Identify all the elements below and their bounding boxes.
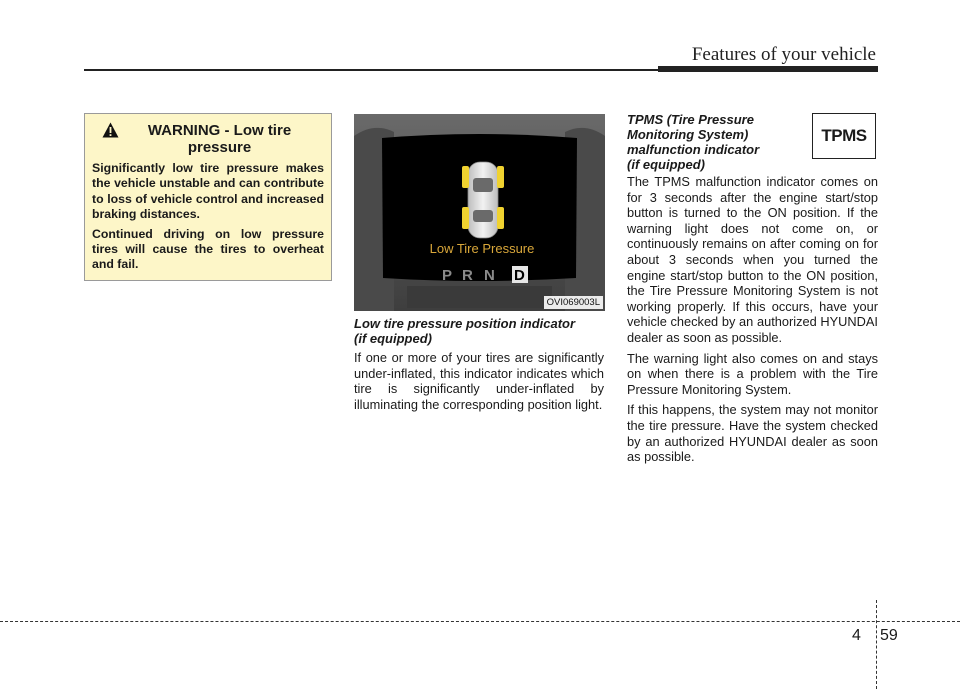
cluster-display-illustration <box>354 114 605 311</box>
low-tire-section <box>354 316 604 412</box>
display-message: Low Tire Pressure <box>429 241 535 256</box>
header-rule-tab <box>658 66 878 72</box>
warning-heading <box>92 122 324 156</box>
tpms-indicator-badge: TPMS <box>812 113 876 159</box>
page-header-title: Features of your vehicle <box>691 44 876 65</box>
low-tire-heading-line1: Low tire pressure position indicator <box>354 316 576 331</box>
low-tire-heading <box>354 316 604 346</box>
page-number: 59 <box>880 627 898 644</box>
gear-d: D <box>514 267 525 284</box>
tpms-paragraph-2: The warning light also comes on and stays on when there is a problem with the Tire Pressure Monitoring System. <box>627 350 878 397</box>
car-topview-icon <box>462 162 504 238</box>
tpms-paragraph-3: If this happens, the system may not monitor the tire pressure. Have the system checked by an authorized HYUNDAI dealer as soon as possible. <box>627 402 878 465</box>
tire-front-right-light <box>497 166 504 188</box>
cluster-display-figure <box>354 114 605 311</box>
warning-paragraph-2: Continued driving on low pressure tires will cause the tires to overheat and fail. <box>92 226 324 272</box>
tpms-heading-line3: malfunction indicator <box>627 142 760 157</box>
tire-rear-left-light <box>462 207 469 229</box>
gear-p: P <box>442 267 453 284</box>
warning-triangle-icon <box>102 122 119 138</box>
tpms-heading-line4: (if equipped) <box>627 157 705 172</box>
low-tire-heading-line2: (if equipped) <box>354 331 432 346</box>
figure-code: OVI069003L <box>544 296 603 309</box>
gear-n: N <box>484 267 495 284</box>
footer-rule <box>0 621 960 622</box>
tire-rear-right-light <box>497 207 504 229</box>
low-tire-body: If one or more of your tires are significantly under-inflated, this indicator indicates which tire is significantly under-inflated by illuminating the corresponding position light. <box>354 350 604 412</box>
tpms-section <box>627 112 878 470</box>
tpms-paragraph-1: The TPMS malfunction indicator comes on for 3 seconds after the engine start/stop button is turned to the ON position. If the warning light does not come on, or continuously remains on after coming on for about 3 seconds when you turned the engine start/stop button to the ON position, the Tire Pressure Monitoring System is not working properly. If this occurs, have your vehicle checked by an authorized HYUNDAI dealer as soon as possible. <box>627 174 878 345</box>
tpms-heading <box>627 112 787 172</box>
tpms-heading-line1: TPMS (Tire Pressure <box>627 112 754 127</box>
tpms-heading-line2: Monitoring System) <box>627 127 749 142</box>
gear-r: R <box>462 267 473 284</box>
warning-heading-text: WARNING - Low tire pressure <box>147 122 292 156</box>
tire-front-left-light <box>462 166 469 188</box>
footer-divider <box>876 600 877 689</box>
section-number: 4 <box>852 627 861 644</box>
warning-box <box>84 113 332 281</box>
warning-paragraph-1: Significantly low tire pressure makes the vehicle unstable and can contribute to loss of vehicle control and increased braking distances. <box>92 161 324 222</box>
